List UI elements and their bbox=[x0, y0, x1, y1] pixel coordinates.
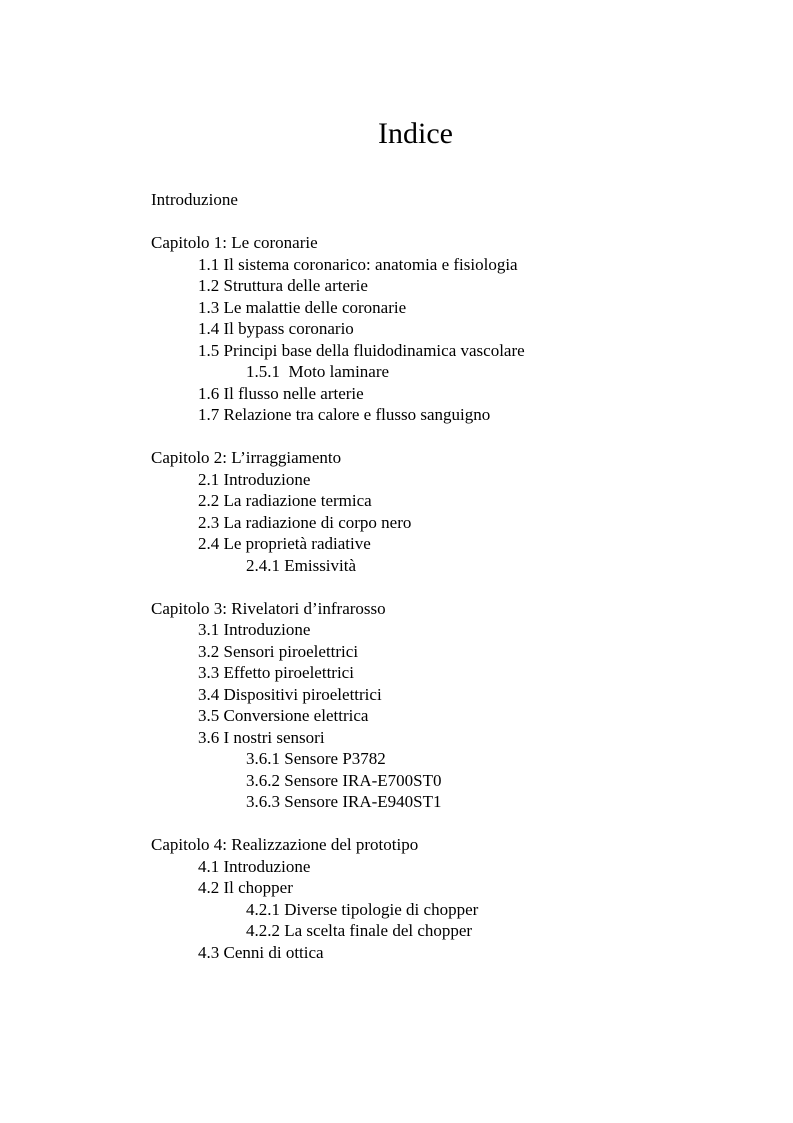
toc-chapter-3: Capitolo 3: Rivelatori d’infrarosso bbox=[151, 598, 386, 618]
toc-section-1-2: 1.2 Struttura delle arterie bbox=[198, 276, 368, 295]
toc-section-2-2: 2.2 La radiazione termica bbox=[198, 491, 372, 510]
toc-subsection-3-6-2: 3.6.2 Sensore IRA-E700ST0 bbox=[246, 770, 442, 790]
toc-section-1-1: 1.1 Il sistema coronarico: anatomia e fisiologia bbox=[198, 254, 518, 274]
toc-section-2-1: 2.1 Introduzione bbox=[198, 469, 311, 489]
toc-section-1-6: 1.6 Il flusso nelle arterie bbox=[198, 383, 364, 403]
toc-section-1-7: 1.7 Relazione tra calore e flusso sanguigno bbox=[198, 405, 491, 424]
toc-subsection-3-6-1: 3.6.1 Sensore P3782 bbox=[246, 749, 386, 768]
toc-chapter-4: Capitolo 4: Realizzazione del prototipo bbox=[151, 835, 419, 854]
toc-section-3-2: 3.2 Sensori piroelettrici bbox=[198, 641, 359, 661]
toc-section-3-3: 3.3 Effetto piroelettrici bbox=[198, 663, 354, 682]
toc-section-4-2: 4.2 Il chopper bbox=[198, 878, 293, 897]
toc-section-2-4: 2.4 Le proprietà radiative bbox=[198, 534, 371, 553]
toc-section-4-1: 4.1 Introduzione bbox=[198, 856, 311, 876]
toc-spacer bbox=[151, 813, 751, 835]
toc-entry-introduzione: Introduzione bbox=[151, 190, 238, 209]
toc-subsection-4-2-1: 4.2.1 Diverse tipologie di chopper bbox=[246, 899, 479, 919]
toc-section-3-1: 3.1 Introduzione bbox=[198, 620, 311, 639]
toc-subsection-3-6-3: 3.6.3 Sensore IRA-E940ST1 bbox=[246, 792, 442, 811]
toc-section-4-3: 4.3 Cenni di ottica bbox=[198, 942, 324, 962]
toc-spacer bbox=[151, 211, 751, 233]
toc-subsection-1-5-1: 1.5.1 Moto laminare bbox=[246, 362, 390, 381]
toc-section-3-4: 3.4 Dispositivi piroelettrici bbox=[198, 684, 382, 704]
toc-chapter-2: Capitolo 2: L’irraggiamento bbox=[151, 448, 342, 467]
table-of-contents bbox=[151, 189, 751, 963]
toc-section-3-6: 3.6 I nostri sensori bbox=[198, 727, 325, 747]
toc-chapter-1: Capitolo 1: Le coronarie bbox=[151, 233, 318, 252]
toc-section-1-3: 1.3 Le malattie delle coronarie bbox=[198, 297, 407, 317]
toc-subsection-2-4-1: 2.4.1 Emissività bbox=[246, 555, 357, 575]
toc-section-2-3: 2.3 La radiazione di corpo nero bbox=[198, 512, 412, 532]
toc-spacer bbox=[151, 426, 751, 448]
toc-section-3-5: 3.5 Conversione elettrica bbox=[198, 706, 369, 725]
toc-section-1-4: 1.4 Il bypass coronario bbox=[198, 319, 354, 338]
toc-subsection-4-2-2: 4.2.2 La scelta finale del chopper bbox=[246, 921, 473, 940]
toc-section-1-5: 1.5 Principi base della fluidodinamica vascolare bbox=[198, 340, 525, 360]
toc-spacer bbox=[151, 576, 751, 598]
page-title: Indice bbox=[378, 117, 453, 150]
